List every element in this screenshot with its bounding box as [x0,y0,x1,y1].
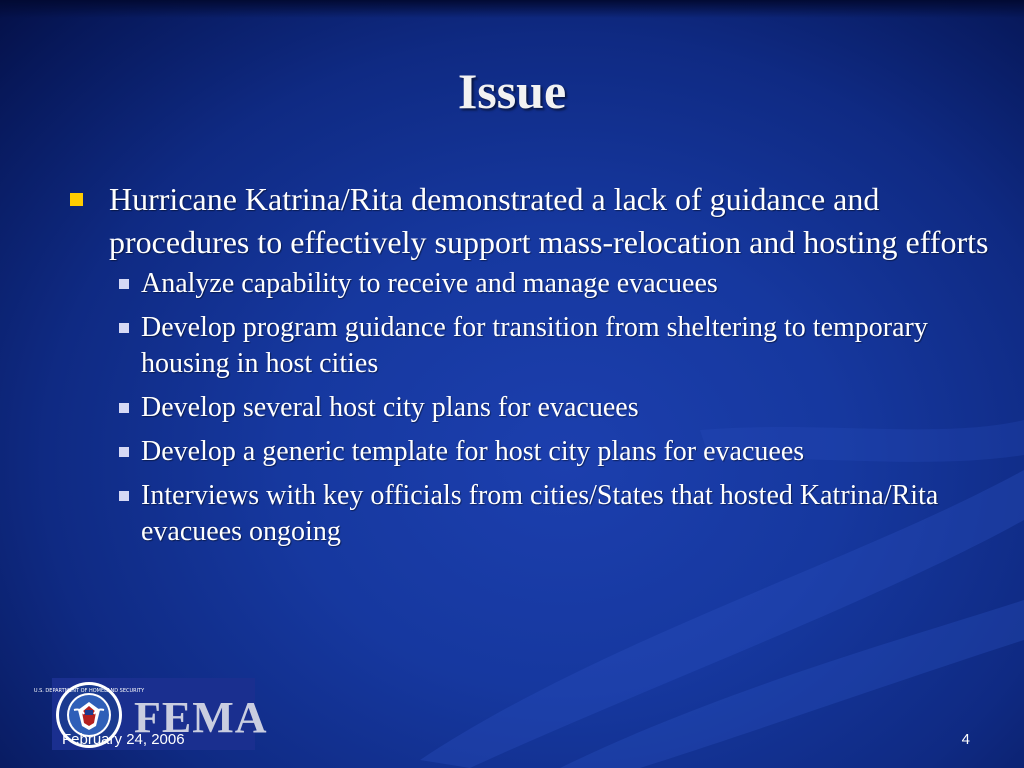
sub-bullet-item [119,266,1011,302]
seal-text: U.S. DEPARTMENT OF HOMELAND SECURITY [33,688,145,694]
sub-bullet-text: Interviews with key officials from cities/States that hosted Katrina/Rita evacuees ongoing [141,480,939,547]
footer-date: February 24, 2006 [62,731,185,748]
square-bullet-icon [119,447,129,457]
page-number: 4 [961,731,970,748]
sub-bullet-text: Develop a generic template for host city plans for evacuees [141,436,805,467]
sub-bullet-text: Analyze capability to receive and manage evacuees [141,268,718,299]
top-shade [0,0,1024,18]
slide-title: Issue [457,63,567,119]
slide-content [66,178,1011,558]
main-bullet-text: Hurricane Katrina/Rita demonstrated a lack of guidance and procedures to effectively support mass-relocation and hosting efforts [109,181,989,260]
square-bullet-icon [119,491,129,501]
main-bullet-item [66,178,1011,264]
square-bullet-icon [119,323,129,333]
square-bullet-icon [119,279,129,289]
square-bullet-icon [70,193,83,206]
sub-bullet-text: Develop program guidance for transition from sheltering to temporary housing in host cities [141,312,928,379]
square-bullet-icon [119,403,129,413]
sub-bullet-item [119,310,1011,382]
sub-bullet-item [119,390,1011,426]
sub-bullet-item [119,434,1011,470]
sub-bullet-list [119,266,1011,550]
sub-bullet-item [119,478,1011,550]
sub-bullet-text: Develop several host city plans for evacuees [141,392,639,423]
fema-wordmark: FEMA [134,693,268,742]
